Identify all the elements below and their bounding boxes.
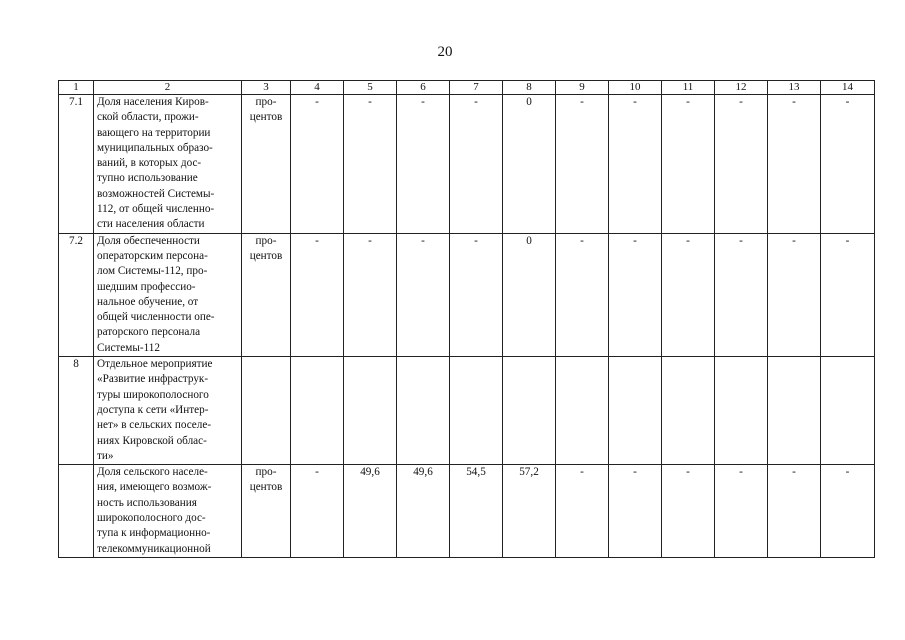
value-cell: -: [715, 233, 768, 356]
header-cell: 13: [768, 81, 821, 95]
value-cell: [821, 357, 875, 465]
header-row: [59, 81, 875, 95]
indicator-name-cell: [94, 95, 242, 234]
value-cell: [556, 357, 609, 465]
value-cell: 49,6: [344, 465, 397, 558]
unit-line: про-: [255, 234, 277, 247]
value-cell: -: [397, 95, 450, 234]
value-cell: [291, 357, 344, 465]
indicator-name-line: нальное обучение, от: [97, 295, 199, 308]
unit-cell: [242, 465, 291, 558]
value-cell: 54,5: [450, 465, 503, 558]
header-cell: 14: [821, 81, 875, 95]
indicator-name-line: общей численности опе-: [97, 311, 215, 324]
header-cell: 6: [397, 81, 450, 95]
value-cell: [397, 357, 450, 465]
value-cell: 49,6: [397, 465, 450, 558]
value-cell: -: [662, 465, 715, 558]
indicator-name-line: ти»: [97, 449, 114, 462]
indicator-name-line: Системы-112: [97, 341, 160, 354]
unit-line: про-: [255, 96, 277, 108]
indicator-name-line: нет» в сельских поселе-: [97, 419, 212, 432]
unit-cell: [242, 95, 291, 234]
value-cell: -: [291, 95, 344, 234]
value-cell: -: [768, 465, 821, 558]
indicator-name-line: Доля населения Киров-: [97, 96, 209, 108]
unit-line: центов: [249, 249, 283, 262]
table-row: [59, 357, 875, 465]
value-cell: [450, 357, 503, 465]
indicator-name-line: возможностей Системы-: [97, 187, 215, 200]
indicator-name-line: лом Системы-112, про-: [97, 265, 208, 278]
value-cell: [503, 357, 556, 465]
value-cell: -: [556, 95, 609, 234]
value-cell: -: [609, 233, 662, 356]
value-cell: -: [450, 95, 503, 234]
table-row: [59, 465, 875, 558]
value-cell: [609, 357, 662, 465]
indicator-name-line: доступа к сети «Интер-: [97, 403, 209, 416]
row-number-cell: 8: [59, 357, 94, 465]
indicator-name-line: ния, имеющего возмож-: [97, 481, 212, 494]
value-cell: -: [291, 465, 344, 558]
header-cell: 8: [503, 81, 556, 95]
value-cell: -: [609, 95, 662, 234]
value-cell: -: [556, 465, 609, 558]
indicator-name-line: Доля обеспеченности: [97, 234, 200, 247]
header-cell: 11: [662, 81, 715, 95]
value-cell: -: [821, 95, 875, 234]
indicator-name-line: Отдельное мероприятие: [97, 358, 213, 371]
value-cell: [715, 357, 768, 465]
header-cell: 2: [94, 81, 242, 95]
value-cell: 0: [503, 95, 556, 234]
unit-line: про-: [255, 466, 277, 479]
indicator-name-line: вающего на территории: [97, 126, 211, 139]
value-cell: -: [768, 233, 821, 356]
value-cell: -: [768, 95, 821, 234]
unit-line: центов: [249, 111, 283, 124]
value-cell: -: [662, 233, 715, 356]
indicator-name-line: ской области, прожи-: [97, 111, 199, 124]
value-cell: -: [715, 95, 768, 234]
indicator-name-line: сти населения области: [97, 218, 205, 231]
page-number: 20: [437, 44, 453, 60]
header-cell: 3: [242, 81, 291, 95]
indicator-name-line: ниях Кировской облас-: [97, 434, 207, 447]
indicator-name-line: операторским персона-: [97, 249, 208, 262]
value-cell: 57,2: [503, 465, 556, 558]
row-number-cell: 7.2: [59, 233, 94, 356]
indicator-name-line: ваний, в которых дос-: [97, 157, 202, 170]
header-cell: 9: [556, 81, 609, 95]
row-number-cell: 7.1: [59, 95, 94, 234]
indicator-name-line: «Развитие инфраструк-: [97, 373, 209, 386]
indicator-name-line: раторского персонала: [97, 326, 201, 339]
value-cell: [768, 357, 821, 465]
indicator-name-line: муниципальных образо-: [97, 141, 213, 154]
header-cell: 12: [715, 81, 768, 95]
value-cell: -: [397, 233, 450, 356]
indicator-name-cell: [94, 233, 242, 356]
indicator-name-line: телекоммуникационной: [97, 542, 211, 555]
header-cell: 4: [291, 81, 344, 95]
value-cell: [662, 357, 715, 465]
value-cell: -: [344, 233, 397, 356]
indicator-name-line: тупа к информационно-: [97, 527, 211, 540]
header-cell: 10: [609, 81, 662, 95]
indicator-name-line: ность использования: [97, 496, 197, 509]
value-cell: -: [821, 465, 875, 558]
unit-line: центов: [249, 481, 283, 494]
indicator-name-cell: [94, 465, 242, 558]
table-row: [59, 233, 875, 356]
indicator-name-cell: [94, 357, 242, 465]
unit-cell: [242, 357, 291, 465]
indicator-name-line: широкополосного дос-: [97, 512, 206, 525]
data-table: [58, 80, 875, 558]
indicator-name-line: шедшим профессио-: [97, 280, 196, 293]
indicator-name-line: Доля сельского населе-: [97, 466, 208, 479]
value-cell: [344, 357, 397, 465]
value-cell: -: [344, 95, 397, 234]
header-cell: 1: [59, 81, 94, 95]
value-cell: -: [556, 233, 609, 356]
value-cell: -: [609, 465, 662, 558]
indicator-name-line: тупно использование: [97, 172, 198, 185]
value-cell: -: [715, 465, 768, 558]
value-cell: -: [662, 95, 715, 234]
table-row: [59, 95, 875, 234]
value-cell: -: [450, 233, 503, 356]
indicator-name-line: 112, от общей численно-: [97, 203, 215, 216]
header-cell: 5: [344, 81, 397, 95]
row-number-cell: [59, 465, 94, 558]
header-cell: 7: [450, 81, 503, 95]
value-cell: 0: [503, 233, 556, 356]
value-cell: -: [821, 233, 875, 356]
value-cell: -: [291, 233, 344, 356]
indicator-name-line: туры широкополосного: [97, 388, 209, 401]
unit-cell: [242, 233, 291, 356]
